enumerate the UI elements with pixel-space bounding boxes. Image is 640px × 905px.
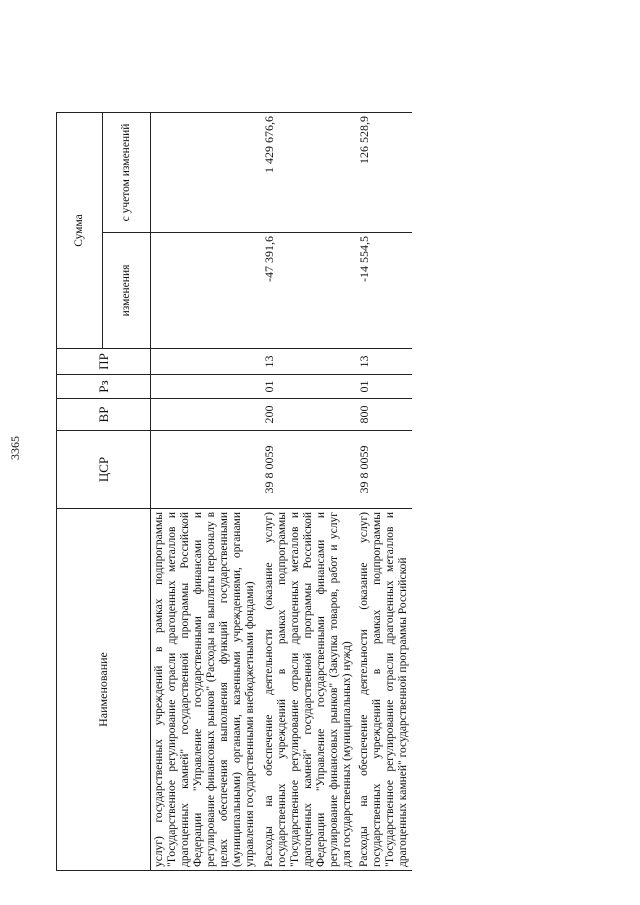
- header-vr: ВР: [57, 399, 151, 431]
- header-sum: Сумма: [57, 113, 103, 349]
- row-name: Расходы на обеспечение деятельности (оказание услуг) государственных учреждений в рамках подпрограммы "Государственное регулирование отрасли драгоценных металлов и драгоценных камней" государственной программы Российской Федерации "Управление государственными финансами и регулирование финансовых рынков" (Закупка товаров, работ и услуг для государственных (муниципальных) нужд): [261, 509, 356, 871]
- row-total: 1 429 676,6: [261, 113, 356, 233]
- row-name: Расходы на обеспечение деятельности (оказание услуг) государственных учреждений в рамках подпрограммы "Государственное регулирование отрасли драгоценных металлов и драгоценных камней" государственной программы Российской: [356, 509, 412, 871]
- row-rz: 01: [356, 375, 412, 399]
- row-total: [151, 113, 262, 233]
- header-pr: ПР: [57, 349, 151, 375]
- row-rz: [151, 375, 262, 399]
- row-csr: [151, 431, 262, 509]
- row-vr: 800: [356, 399, 412, 431]
- row-csr: 39 8 0059: [356, 431, 412, 509]
- table-row: [261, 113, 356, 871]
- header-csr: ЦСР: [57, 431, 151, 509]
- header-with-changes: с учетом изменений: [103, 113, 151, 233]
- table-row: [151, 113, 262, 871]
- header-changes: изменения: [103, 233, 151, 349]
- row-name: услуг) государственных учреждений в рамках подпрограммы "Государственное регулирование отрасли драгоценных металлов и драгоценных камней" государственной программы Российской Федерации "Управление государственными финансами и регулирование финансовых рынков" (Расходы на выплаты персоналу в целях обеспечения выполнения функций государственными (муниципальными) органами, казенными учреждениями, органами управления государственными внебюджетными фондами): [151, 509, 262, 871]
- budget-table: [56, 112, 412, 871]
- row-rz: 01: [261, 375, 356, 399]
- row-change: -47 391,6: [261, 233, 356, 349]
- row-total: 126 528,9: [356, 113, 412, 233]
- header-name: Наименование: [57, 509, 151, 871]
- page-number: 3365: [8, 436, 22, 460]
- row-vr: [151, 399, 262, 431]
- row-pr: 13: [261, 349, 356, 375]
- header-rz: Рз: [57, 375, 151, 399]
- row-csr: 39 8 0059: [261, 431, 356, 509]
- row-pr: [151, 349, 262, 375]
- row-change: [151, 233, 262, 349]
- table-row: [356, 113, 412, 871]
- row-change: -14 554,5: [356, 233, 412, 349]
- row-pr: 13: [356, 349, 412, 375]
- row-vr: 200: [261, 399, 356, 431]
